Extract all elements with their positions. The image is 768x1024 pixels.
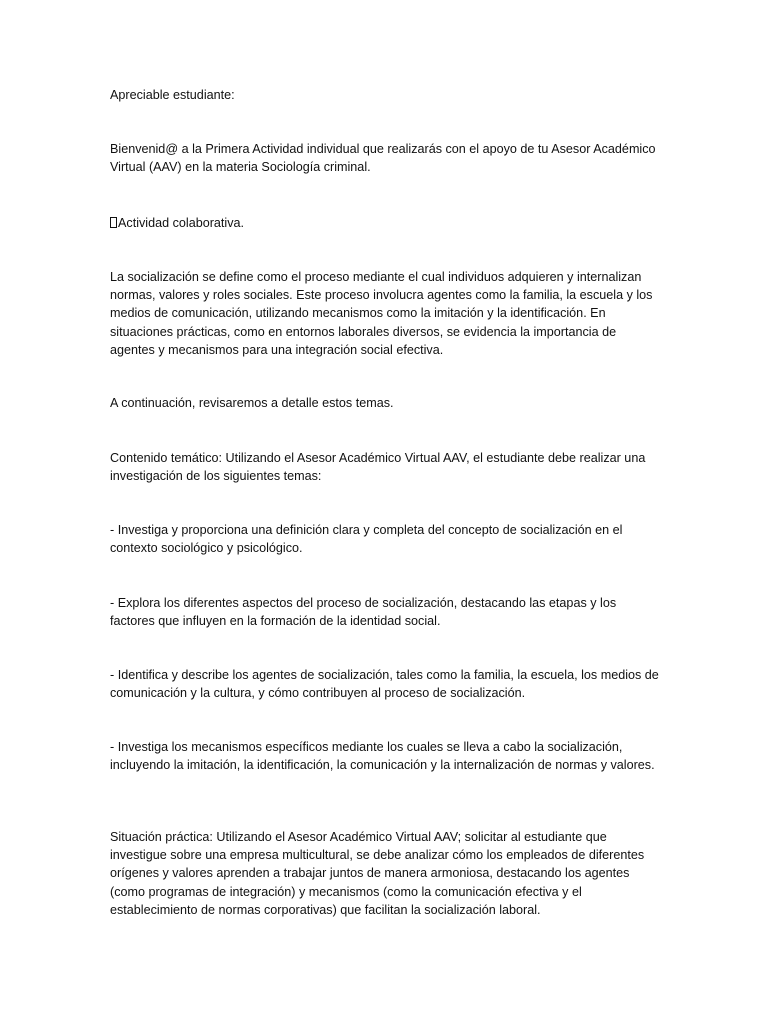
topic-item-definition: - Investiga y proporciona una definición clara y completa del concepto de socialización en el contexto sociológico y psicológico. [110, 523, 623, 556]
socialization-paragraph: La socialización se define como el proceso mediante el cual individuos adquieren y internalizan normas, valores y roles sociales. Este proceso involucra agentes como la familia, la escuela y los medios de comunicación, utilizando mecanismos como la imitación y la identificación. En situaciones prácticas, como en entornos laborales diversos, se evidencia la importancia de agentes y mecanismos para una integración social efectiva. [110, 270, 653, 357]
activity-type-text: Actividad colaborativa. [118, 216, 245, 230]
greeting-text: Apreciable estudiante: [110, 88, 235, 102]
activity-type-line [110, 214, 662, 232]
practical-situation-paragraph: Situación práctica: Utilizando el Asesor Académico Virtual AAV; solicitar al estudiante que investigue sobre una empresa multicultural, se debe analizar cómo los empleados de diferentes orígenes y valores aprenden a trabajar juntos de manera armoniosa, destacando los agentes (como programas de integración) y mecanismos (como la comunicación efectiva y el establecimiento de normas corporativas) que facilitan la socialización laboral. [110, 830, 645, 917]
missing-glyph-icon [110, 217, 117, 228]
topic-item-mechanisms: - Investiga los mecanismos específicos mediante los cuales se lleva a cabo la socialización, incluyendo la imitación, la identificación, la comunicación y la internalización de normas y valores. [110, 740, 655, 773]
thematic-content-paragraph: Contenido temático: Utilizando el Asesor Académico Virtual AAV, el estudiante debe realizar una investigación de los siguientes temas: [110, 451, 646, 484]
topic-item-process: - Explora los diferentes aspectos del proceso de socialización, destacando las etapas y los factores que influyen en la formación de la identidad social. [110, 596, 617, 629]
continuation-text: A continuación, revisaremos a detalle estos temas. [110, 396, 394, 410]
topic-item-agents: - Identifica y describe los agentes de socialización, tales como la familia, la escuela, los medios de comunicación y la cultura, y cómo contribuyen al proceso de socialización. [110, 668, 659, 701]
intro-paragraph: Bienvenid@ a la Primera Actividad individual que realizarás con el apoyo de tu Asesor Académico Virtual (AAV) en la materia Sociología criminal. [110, 142, 656, 175]
